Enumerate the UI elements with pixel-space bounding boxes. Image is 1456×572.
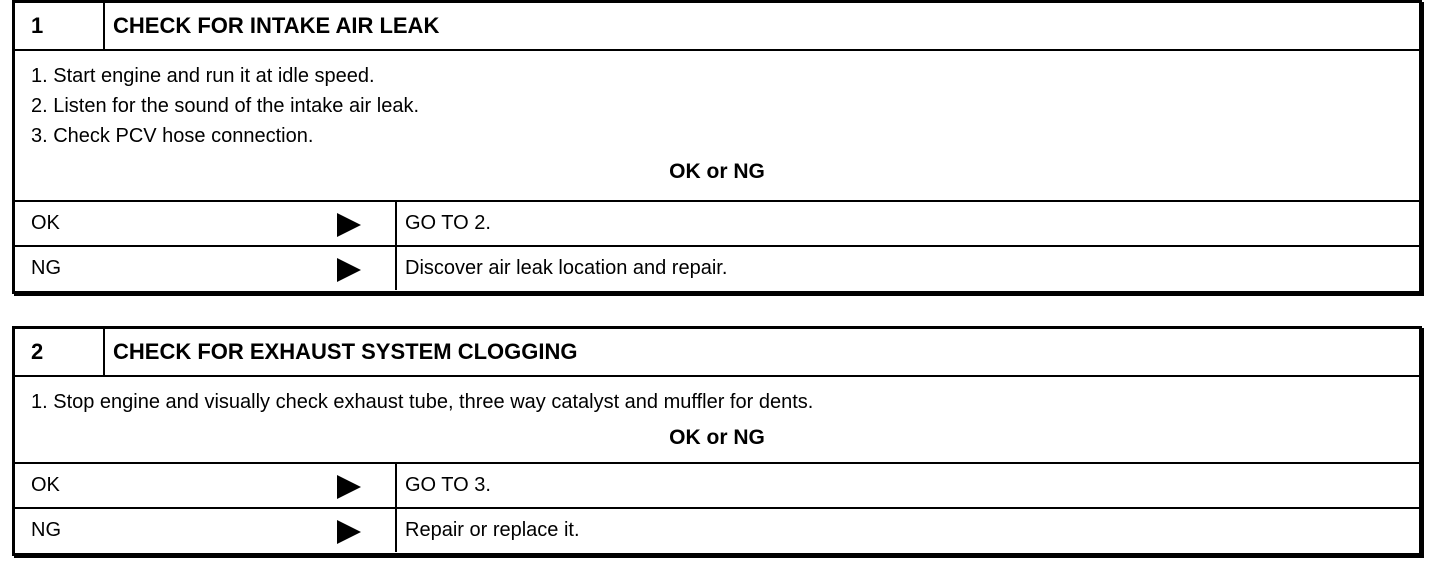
verdict-label: OK or NG [669, 426, 765, 449]
result-action: GO TO 2. [395, 202, 1419, 245]
step-title: CHECK FOR EXHAUST SYSTEM CLOGGING [113, 339, 578, 364]
arrow-right-icon [337, 475, 361, 499]
result-label: NG [31, 519, 61, 541]
result-action: GO TO 3. [395, 464, 1419, 507]
result-row-ng [15, 245, 1419, 290]
result-label: OK [31, 474, 60, 496]
arrow-right-icon [337, 520, 361, 544]
result-row-ok [15, 462, 1419, 507]
result-action: Repair or replace it. [395, 509, 1419, 552]
arrow-right-icon [337, 213, 361, 237]
instruction-item: 1. Stop engine and visually check exhaust tube, three way catalyst and muffler for dents. [31, 391, 814, 413]
step-2-box [12, 326, 1422, 556]
step-number: 1 [15, 3, 105, 49]
step-header [15, 329, 1419, 375]
result-label: OK [31, 212, 60, 234]
verdict-label: OK or NG [669, 160, 765, 183]
instruction-item: 1. Start engine and run it at idle speed. [31, 65, 375, 87]
result-label: NG [31, 257, 61, 279]
step-instructions [15, 375, 1419, 462]
step-header [15, 3, 1419, 49]
step-1-box [12, 0, 1422, 294]
instruction-item: 2. Listen for the sound of the intake air leak. [31, 95, 420, 117]
result-row-ok [15, 200, 1419, 245]
result-action: Discover air leak location and repair. [395, 247, 1419, 290]
step-instructions [15, 49, 1419, 200]
step-title: CHECK FOR INTAKE AIR LEAK [113, 13, 440, 38]
step-number: 2 [15, 329, 105, 375]
result-row-ng [15, 507, 1419, 552]
instruction-item: 3. Check PCV hose connection. [31, 125, 314, 147]
arrow-right-icon [337, 258, 361, 282]
